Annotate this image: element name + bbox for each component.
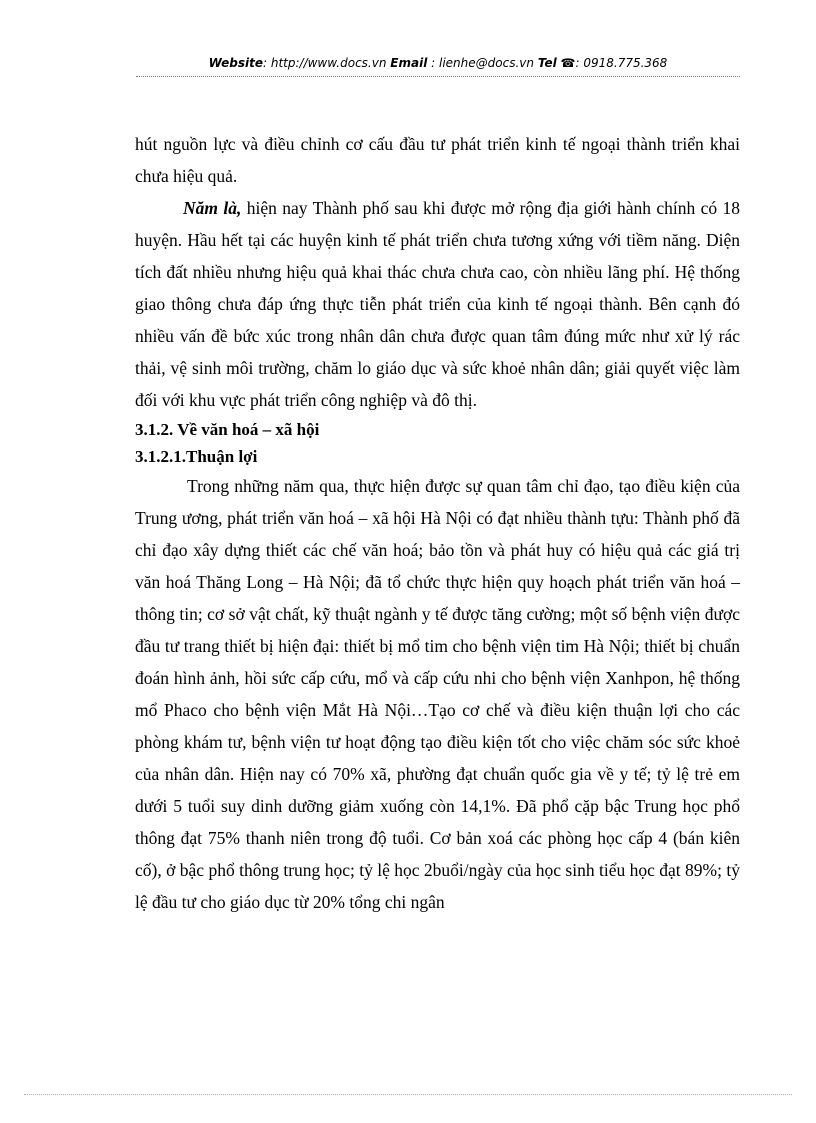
email-label: Email <box>390 56 428 70</box>
website-value: : http://www.docs.vn <box>263 56 387 70</box>
section-heading-3-1-2-1: 3.1.2.1.Thuận lợi <box>135 447 258 466</box>
section-heading-3-1-2: 3.1.2. Về văn hoá – xã hội <box>135 420 320 439</box>
phone-icon: ☎ <box>560 56 576 70</box>
paragraph-2 <box>135 192 740 416</box>
paragraph-3: Trong những năm qua, thực hiện được sự quan tâm chỉ đạo, tạo điều kiện của Trung ương, phát triển văn hoá – xã hội Hà Nội có đạt nhiều thành tựu: Thành phố đã chỉ đạo xây dựng thiết các chế văn hoá; bảo tồn và phát huy có hiệu quả các giá trị văn hoá Thăng Long – Hà Nội; đã tổ chức thực hiện quy hoạch phát triển văn hoá – thông tin; cơ sở vật chất, kỹ thuật ngành y tế được tăng cường; một số bệnh viện được đầu tư trang thiết bị hiện đại: thiết bị mổ tim cho bệnh viện tim Hà Nội; thiết bị chuẩn đoán hình ảnh, hồi sức cấp cứu, mổ và cấp cứu nhi cho bệnh viện Xanhpon, hệ thống mổ Phaco cho bệnh viện Mắt Hà Nội…Tạo cơ chế và điều kiện thuận lợi cho các phòng khám tư, bệnh viện tư hoạt động tạo điều kiện tốt cho việc chăm sóc sức khoẻ của nhân dân. Hiện nay có 70% xã, phường đạt chuẩn quốc gia về y tế; tỷ lệ trẻ em dưới 5 tuổi suy dinh dưỡng giảm xuống còn 14,1%. Đã phổ cặp bậc Trung học phổ thông đạt 75% thanh niên trong độ tuổi. Cơ bản xoá các phòng học cấp 4 (bán kiên cố), ở bậc phổ thông trung học; tỷ lệ học 2buổi/ngày của học sinh tiểu học đạt 89%; tỷ lệ đầu tư cho giáo dục từ 20% tổng chi ngân <box>135 476 740 912</box>
page-header <box>136 56 740 70</box>
document-body <box>135 128 740 918</box>
footer-divider <box>24 1094 792 1095</box>
paragraph-2-lead: Năm là, <box>183 198 242 218</box>
email-value: : lienhe@docs.vn <box>431 56 534 70</box>
paragraph-1: hút nguồn lực và điều chỉnh cơ cấu đầu tư phát triển kinh tế ngoại thành triển khai chưa hiệu quả. <box>135 134 740 186</box>
tel-label: Tel <box>537 56 557 70</box>
tel-value: : 0918.775.368 <box>575 56 668 70</box>
header-divider <box>136 76 740 77</box>
paragraph-2-text: hiện nay Thành phố sau khi được mở rộng địa giới hành chính có 18 huyện. Hầu hết tại các huyện kinh tế phát triển chưa tương xứng với tiềm năng. Diện tích đất nhiều nhưng hiệu quả khai thác chưa chưa cao, còn nhiều lãng phí. Hệ thống giao thông chưa đáp ứng thực tiễn phát triển của kinh tế ngoại thành. Bên cạnh đó nhiều vấn đề bức xúc trong nhân dân chưa được quan tâm đúng mức như xử lý rác thải, vệ sinh môi trường, chăm lo giáo dục và sức khoẻ nhân dân; giải quyết việc làm đối với khu vực phát triển công nghiệp và đô thị. <box>135 198 740 410</box>
website-label: Website <box>208 56 263 70</box>
